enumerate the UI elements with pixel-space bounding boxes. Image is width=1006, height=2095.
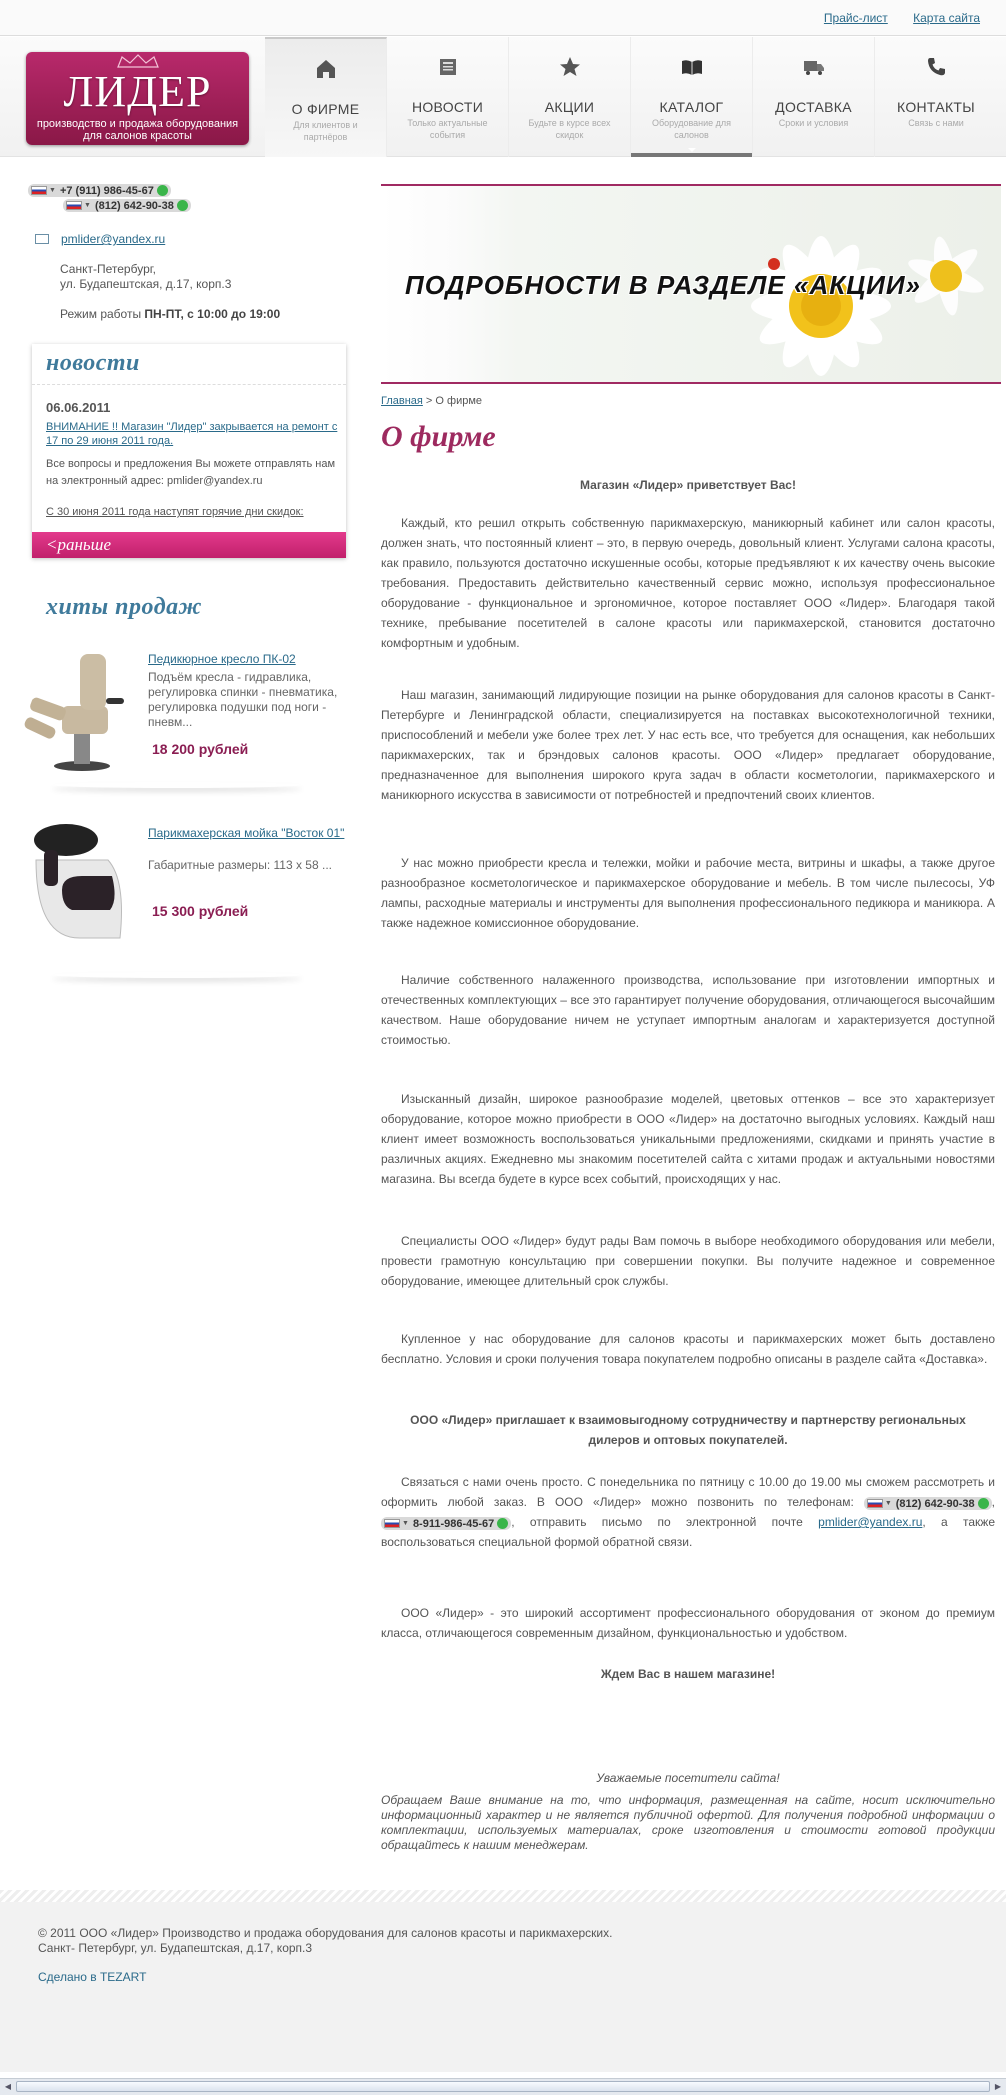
email-link[interactable]: pmlider@yandex.ru xyxy=(818,1515,923,1529)
banner-text: ПОДРОБНОСТИ В РАЗДЕЛЕ «АКЦИИ» xyxy=(405,270,922,300)
address-city: Санкт-Петербург, xyxy=(60,262,156,276)
nav-label: АКЦИИ xyxy=(544,99,595,115)
nav-item-delivery[interactable] xyxy=(753,37,875,157)
product-name-link[interactable]: Парикмахерская мойка "Восток 01" xyxy=(148,826,345,840)
promo-banner[interactable] xyxy=(381,184,1001,384)
envelope-icon xyxy=(35,234,49,244)
hours-label: Режим работы xyxy=(60,307,145,321)
article-paragraph: Купленное у нас оборудование для салонов красоты и парикмахерских может быть доставлено бесплатно. Условия и сроки получения товара покупателем подробно описаны в разделе сайта «Доставка». xyxy=(381,1332,995,1366)
logo-subtitle: производство и продажа оборудования для салонов красоты xyxy=(36,118,239,142)
logo-title: ЛИДЕР xyxy=(63,67,212,116)
ladybug-icon xyxy=(768,258,780,270)
page-title: О фирме xyxy=(381,420,496,453)
invite-heading: ООО «Лидер» приглашает к взаимовыгодному сотрудничеству и партнерству региональных дилеров и оптовых покупателей. xyxy=(410,1413,966,1447)
developer-link[interactable]: Сделано в TEZART xyxy=(38,1970,147,1984)
nav-desc: Связь с нами xyxy=(908,118,964,128)
book-icon xyxy=(680,55,704,79)
notice-title: Уважаемые посетители сайта! xyxy=(596,1771,780,1785)
product-card xyxy=(22,646,342,796)
phone-icon xyxy=(924,55,948,79)
phone-number: 8-911-986-45-67 xyxy=(412,1517,495,1530)
email-row xyxy=(35,232,165,246)
nav-desc: Будьте в курсе всех скидок xyxy=(528,118,611,140)
contact-text: , а также воспользоваться специальной формой обратной связи. xyxy=(381,1515,995,1549)
russia-flag-icon xyxy=(384,1519,400,1528)
star-icon xyxy=(558,55,582,79)
nav-item-catalog[interactable] xyxy=(631,37,753,157)
scroll-left-arrow-icon[interactable]: ◀ xyxy=(4,2082,12,2091)
nav-desc: Только актуальные события xyxy=(407,118,488,140)
nav-desc: Оборудование для салонов xyxy=(651,118,732,140)
greeting-heading: Магазин «Лидер» приветствует Вас! xyxy=(580,478,796,492)
divider xyxy=(52,972,302,978)
nav-item-news[interactable] xyxy=(387,37,509,157)
top-links xyxy=(802,11,980,25)
breadcrumb-home-link[interactable]: Главная xyxy=(381,395,423,407)
phone-badge-city[interactable] xyxy=(864,1497,992,1510)
nav-label: ДОСТАВКА xyxy=(775,99,852,115)
hours-value: ПН-ПТ, с 10:00 до 19:00 xyxy=(144,307,281,321)
nav-item-promos[interactable] xyxy=(509,37,631,157)
nav-label: КАТАЛОГ xyxy=(659,99,724,115)
breadcrumb xyxy=(381,395,482,407)
home-icon xyxy=(314,57,338,81)
product-card xyxy=(22,820,345,970)
working-hours xyxy=(60,307,280,321)
truck-icon xyxy=(802,55,826,79)
article-paragraph: ООО «Лидер» - это широкий ассортимент профессионального оборудования от эконом до премиум класса, отличающегося современным дизайном, функциональностью и удобством. xyxy=(381,1606,995,1640)
product-description: Габаритные размеры: 113 х 58 ... xyxy=(148,858,332,872)
scrollbar-thumb[interactable] xyxy=(16,2081,990,2092)
newspaper-icon xyxy=(436,55,460,79)
russia-flag-icon xyxy=(867,1499,883,1508)
nav-label: НОВОСТИ xyxy=(411,99,484,115)
site-logo[interactable] xyxy=(26,52,249,145)
address-street: ул. Будапештская, д.17, корп.3 xyxy=(60,277,232,291)
wash-unit-image[interactable] xyxy=(22,820,134,945)
news-text: Все вопросы и предложения Вы можете отправлять нам на электронный адрес: pmlider@yandex.ru xyxy=(46,458,336,487)
hits-title: хиты продаж xyxy=(46,594,202,620)
footer-copyright xyxy=(38,1926,612,1956)
phone-number: (812) 642-90-38 xyxy=(94,199,174,212)
site-footer xyxy=(0,1902,1006,2072)
phone-badge-city[interactable] xyxy=(63,199,191,212)
sitemap-link[interactable]: Карта сайта xyxy=(913,11,980,25)
phone-badge-mobile[interactable] xyxy=(28,184,171,197)
contact-text: Связаться с нами очень просто. С понедельника по пятницу с 10.00 до 19.00 мы сможем рассмотреть и оформить любой заказ. В ООО «Лидер» можно позвонить по телефонам: xyxy=(381,1475,995,1509)
news-date: 06.06.2011 xyxy=(46,400,111,415)
article-paragraph: Наличие собственного налаженного производства, использование при изготовлении импортных и отечественных комплектующих – все это гарантирует получение оборудования, отличающегося высочайшим качеством. Наше оборудование ничем не уступает импортным аналогам и характеризуется доступной стоимостью. xyxy=(381,973,995,1047)
article-paragraph: Наш магазин, занимающий лидирующие позиции на рынке оборудования для салонов красоты в Санкт-Петербурге и Ленинградской области, специализируется на поставках высокотехнологичной техники, приспособлений и мебели уже более трех лет. У нас есть все, что требуется для оснащения, как небольших парикмахерских, так и брэндовых салонов красоты. ООО «Лидер» предлагает оборудование, предназначенное для выполнения широкого круга задач в области косметологии, парикмахерского и маникюрного искусства в зависимости от потребностей и предпочтений своих клиентов. xyxy=(381,688,995,802)
phone-number: +7 (911) 986-45-67 xyxy=(59,184,154,197)
nav-desc: Сроки и условия xyxy=(778,118,849,128)
dropdown-caret-icon: ▼ xyxy=(884,1499,892,1507)
breadcrumb-current: О фирме xyxy=(435,395,483,407)
call-icon xyxy=(177,200,188,211)
russia-flag-icon xyxy=(66,201,82,210)
nav-active-indicator xyxy=(631,153,752,157)
horizontal-scrollbar[interactable] xyxy=(0,2078,1006,2095)
nav-item-about[interactable] xyxy=(265,37,387,157)
divider xyxy=(32,384,346,385)
nav-label: КОНТАКТЫ xyxy=(897,99,975,115)
dropdown-caret-icon: ▼ xyxy=(402,1519,409,1527)
call-icon xyxy=(157,185,168,196)
product-price: 18 200 рублей xyxy=(152,741,249,757)
product-name-link[interactable]: Педикюрное кресло ПК-02 xyxy=(148,652,296,666)
top-bar xyxy=(0,0,1006,36)
product-price: 15 300 рублей xyxy=(152,903,249,919)
notice-text: Обращаем Ваше внимание на то, что информация, размещенная на сайте, носит исключительно информационный характер и не является публичной офертой. Для получения подробной информации о комплектации, используемых материалах, сроке изготовления и стоимости готовой продукции обращайтесь к нашим менеджерам. xyxy=(381,1793,995,1852)
copyright-text: © 2011 ООО «Лидер» Производство и продажа оборудования для салонов красоты и парикмахерских. xyxy=(38,1926,613,1940)
dropdown-caret-icon: ▼ xyxy=(49,187,56,194)
price-list-link[interactable]: Прайс-лист xyxy=(823,11,888,25)
nav-label: О ФИРМЕ xyxy=(291,101,360,117)
call-icon xyxy=(497,1518,508,1529)
news-widget xyxy=(32,344,346,558)
main-nav xyxy=(265,37,1006,157)
divider xyxy=(52,782,302,788)
address xyxy=(60,262,231,292)
news-headline-link[interactable]: ВНИМАНИЕ !! Магазин "Лидер" закрывается на ремонт с 17 по 29 июня 2011 года. xyxy=(46,421,338,447)
article-paragraph: Изысканный дизайн, широкое разнообразие моделей, цветовых оттенков – все это характеризует оборудование, которое можно приобрести в ООО «Лидер» на достаточно выгодных условиях. Каждый наш клиент имеет возможность воспользоваться уникальными предложениями, скидками и принять участие в различных акциях. Ежедневно мы знакомим посетителей сайта с хитами продаж и актуальными новостями магазина. Вы всегда будете в курсе всех событий, происходящих у нас. xyxy=(381,1092,995,1186)
email-link[interactable]: pmlider@yandex.ru xyxy=(61,232,166,246)
article-paragraph: У нас можно приобрести кресла и тележки, мойки и рабочие места, витрины и шкафы, а также другое разнообразное косметологическое и парикмахерское оборудование и мебель. В том числе пылесосы, УФ лампы, расходные материалы и инструменты для выполнения профессионального педикюра и маникюра. А также надежное комиссионное оборудование. xyxy=(381,856,995,930)
site-header xyxy=(0,37,1006,157)
article-paragraph: Специалисты ООО «Лидер» будут рады Вам помочь в выборе необходимого оборудования или мебели, провести грамотную консультацию при совершении покупки. Вы получите надежное и современное оборудование, имеющее длительный срок службы. xyxy=(381,1234,995,1288)
call-icon xyxy=(978,1498,989,1509)
pedicure-chair-image[interactable] xyxy=(22,646,134,771)
scroll-right-arrow-icon[interactable]: ▶ xyxy=(994,2082,1002,2091)
breadcrumb-separator: > xyxy=(422,395,436,407)
phone-badge-mobile[interactable] xyxy=(381,1517,511,1530)
article-paragraph: Каждый, кто решил открыть собственную парикмахерскую, маникюрный кабинет или салон красоты, должен знать, что постоянный клиент – это, в первую очередь, довольный клиент. Услугами салона красоты, как правило, пользуются достаточно искушенные особы, которые предъявляют к их качеству очень высокие требования. Предоставить действительно качественный сервис можно, используя профессиональное оборудование - функциональное и эргономичное, которое поставляет ООО «Лидер». Благодаря такой технике, пребывание посетителей в салоне красоты или парикмахерской, становится достаточно комфортным и удобным. xyxy=(381,516,995,650)
news-link-discounts[interactable]: С 30 июня 2011 года наступят горячие дни скидок: xyxy=(46,506,304,518)
earlier-news-button[interactable]: <раньше xyxy=(32,532,346,558)
welcome-heading: Ждем Вас в нашем магазине! xyxy=(600,1667,776,1681)
phone-number: (812) 642-90-38 xyxy=(895,1497,975,1510)
contact-text: , отправить письмо по электронной почте xyxy=(511,1515,819,1529)
contact-paragraph xyxy=(381,1472,995,1552)
footer-address: Санкт- Петербург, ул. Будапештская, д.17, корп.3 xyxy=(38,1941,313,1955)
crown-icon xyxy=(116,54,160,68)
footer-edge xyxy=(0,1890,1006,1902)
news-title: новости xyxy=(46,350,140,376)
nav-desc: Для клиентов и партнёров xyxy=(293,120,358,142)
contact-comma: , xyxy=(991,1495,995,1509)
nav-item-contacts[interactable] xyxy=(875,37,997,157)
product-description: Подъём кресла - гидравлика, регулировка спинки - пневматика, регулировка подушки под ноги - пневм... xyxy=(148,670,338,729)
dropdown-caret-icon: ▼ xyxy=(84,202,91,209)
russia-flag-icon xyxy=(31,186,47,195)
